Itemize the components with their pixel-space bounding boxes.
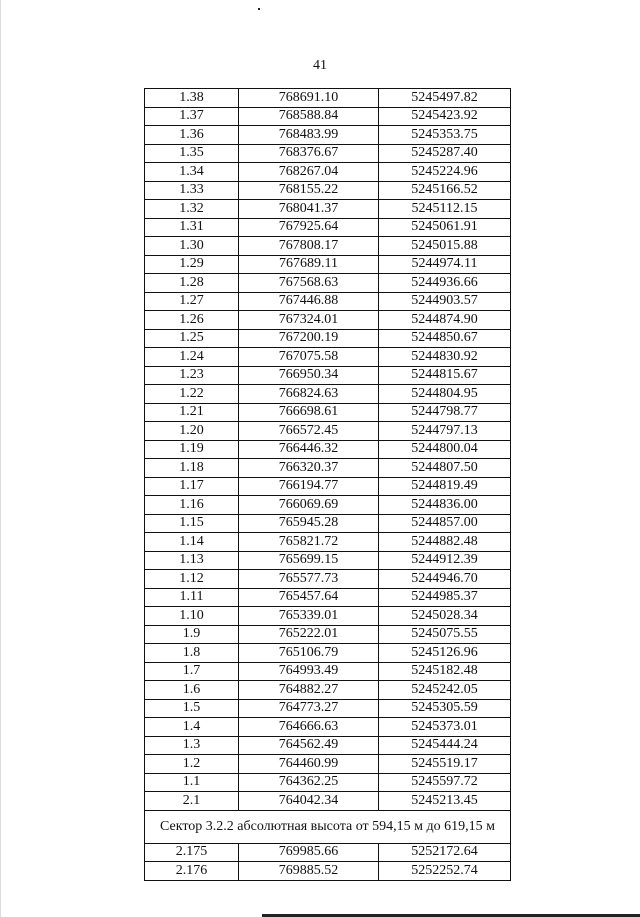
y-coordinate-cell: 5244850.67 — [379, 329, 511, 348]
sector-heading: Сектор 3.2.2 абсолютная высота от 594,15 м до 619,15 м — [145, 810, 511, 843]
y-coordinate-cell: 5244819.49 — [379, 477, 511, 496]
point-id-cell: 1.25 — [145, 329, 239, 348]
point-id-cell: 1.34 — [145, 163, 239, 182]
table-row — [145, 292, 511, 311]
y-coordinate-cell: 5245075.55 — [379, 625, 511, 644]
x-coordinate-cell: 768588.84 — [239, 107, 379, 126]
point-id-cell: 1.16 — [145, 496, 239, 515]
y-coordinate-cell: 5245166.52 — [379, 181, 511, 200]
point-id-cell: 1.19 — [145, 440, 239, 459]
table-row — [145, 496, 511, 515]
y-coordinate-cell: 5245015.88 — [379, 237, 511, 256]
table-row — [145, 588, 511, 607]
x-coordinate-cell: 768267.04 — [239, 163, 379, 182]
table-row — [145, 126, 511, 145]
table-row — [145, 311, 511, 330]
x-coordinate-cell: 766698.61 — [239, 403, 379, 422]
x-coordinate-cell: 765821.72 — [239, 533, 379, 552]
y-coordinate-cell: 5244936.66 — [379, 274, 511, 293]
x-coordinate-cell: 766069.69 — [239, 496, 379, 515]
point-id-cell: 1.11 — [145, 588, 239, 607]
x-coordinate-cell: 766320.37 — [239, 459, 379, 478]
sector-heading-row — [145, 810, 511, 843]
point-id-cell: 1.5 — [145, 699, 239, 718]
y-coordinate-cell: 5244974.11 — [379, 255, 511, 274]
table-row — [145, 366, 511, 385]
y-coordinate-cell: 5245353.75 — [379, 126, 511, 145]
point-id-cell: 1.20 — [145, 422, 239, 441]
table-row — [145, 237, 511, 256]
y-coordinate-cell: 5245182.48 — [379, 662, 511, 681]
point-id-cell: 1.23 — [145, 366, 239, 385]
x-coordinate-cell: 767324.01 — [239, 311, 379, 330]
point-id-cell: 1.24 — [145, 348, 239, 367]
x-coordinate-cell: 764362.25 — [239, 773, 379, 792]
point-id-cell: 1.30 — [145, 237, 239, 256]
x-coordinate-cell: 768483.99 — [239, 126, 379, 145]
table-row — [145, 348, 511, 367]
x-coordinate-cell: 767075.58 — [239, 348, 379, 367]
table-row — [145, 699, 511, 718]
table-row — [145, 662, 511, 681]
point-id-cell: 1.27 — [145, 292, 239, 311]
point-id-cell: 1.36 — [145, 126, 239, 145]
table-row — [145, 255, 511, 274]
table-row — [145, 792, 511, 811]
y-coordinate-cell: 5252252.74 — [379, 862, 511, 881]
point-id-cell: 1.10 — [145, 607, 239, 626]
x-coordinate-cell: 765945.28 — [239, 514, 379, 533]
y-coordinate-cell: 5245373.01 — [379, 718, 511, 737]
table-row — [145, 163, 511, 182]
y-coordinate-cell: 5245112.15 — [379, 200, 511, 219]
table-row — [145, 755, 511, 774]
table-row — [145, 181, 511, 200]
x-coordinate-cell: 764562.49 — [239, 736, 379, 755]
x-coordinate-cell: 768041.37 — [239, 200, 379, 219]
y-coordinate-cell: 5244807.50 — [379, 459, 511, 478]
x-coordinate-cell: 764882.27 — [239, 681, 379, 700]
y-coordinate-cell: 5252172.64 — [379, 843, 511, 862]
y-coordinate-cell: 5244836.00 — [379, 496, 511, 515]
y-coordinate-cell: 5245126.96 — [379, 644, 511, 663]
point-id-cell: 1.13 — [145, 551, 239, 570]
table-row — [145, 107, 511, 126]
y-coordinate-cell: 5245224.96 — [379, 163, 511, 182]
table-row — [145, 274, 511, 293]
point-id-cell: 1.28 — [145, 274, 239, 293]
x-coordinate-cell: 768155.22 — [239, 181, 379, 200]
x-coordinate-cell: 768691.10 — [239, 89, 379, 108]
x-coordinate-cell: 767689.11 — [239, 255, 379, 274]
table-body — [145, 89, 511, 881]
point-id-cell: 1.32 — [145, 200, 239, 219]
table-row — [145, 440, 511, 459]
x-coordinate-cell: 766572.45 — [239, 422, 379, 441]
y-coordinate-cell: 5244800.04 — [379, 440, 511, 459]
y-coordinate-cell: 5245497.82 — [379, 89, 511, 108]
point-id-cell: 1.15 — [145, 514, 239, 533]
x-coordinate-cell: 767200.19 — [239, 329, 379, 348]
table-row — [145, 862, 511, 881]
point-id-cell: 1.22 — [145, 385, 239, 404]
y-coordinate-cell: 5244903.57 — [379, 292, 511, 311]
y-coordinate-cell: 5245423.92 — [379, 107, 511, 126]
point-id-cell: 1.37 — [145, 107, 239, 126]
point-id-cell: 1.6 — [145, 681, 239, 700]
y-coordinate-cell: 5244857.00 — [379, 514, 511, 533]
y-coordinate-cell: 5245444.24 — [379, 736, 511, 755]
table-row — [145, 422, 511, 441]
table-row — [145, 514, 511, 533]
y-coordinate-cell: 5244815.67 — [379, 366, 511, 385]
y-coordinate-cell: 5245305.59 — [379, 699, 511, 718]
table-row — [145, 200, 511, 219]
point-id-cell: 1.7 — [145, 662, 239, 681]
x-coordinate-cell: 764460.99 — [239, 755, 379, 774]
x-coordinate-cell: 767446.88 — [239, 292, 379, 311]
y-coordinate-cell: 5245597.72 — [379, 773, 511, 792]
x-coordinate-cell: 764993.49 — [239, 662, 379, 681]
point-id-cell: 1.8 — [145, 644, 239, 663]
point-id-cell: 1.17 — [145, 477, 239, 496]
point-id-cell: 1.9 — [145, 625, 239, 644]
table-row — [145, 644, 511, 663]
table-row — [145, 625, 511, 644]
x-coordinate-cell: 767925.64 — [239, 218, 379, 237]
point-id-cell: 1.2 — [145, 755, 239, 774]
x-coordinate-cell: 769885.52 — [239, 862, 379, 881]
x-coordinate-cell: 765577.73 — [239, 570, 379, 589]
y-coordinate-cell: 5244946.70 — [379, 570, 511, 589]
x-coordinate-cell: 765222.01 — [239, 625, 379, 644]
point-id-cell: 1.29 — [145, 255, 239, 274]
x-coordinate-cell: 765339.01 — [239, 607, 379, 626]
point-id-cell: 1.35 — [145, 144, 239, 163]
y-coordinate-cell: 5244882.48 — [379, 533, 511, 552]
point-id-cell: 2.176 — [145, 862, 239, 881]
x-coordinate-cell: 766824.63 — [239, 385, 379, 404]
y-coordinate-cell: 5245287.40 — [379, 144, 511, 163]
x-coordinate-cell: 766194.77 — [239, 477, 379, 496]
x-coordinate-cell: 766950.34 — [239, 366, 379, 385]
point-id-cell: 1.18 — [145, 459, 239, 478]
point-id-cell: 1.38 — [145, 89, 239, 108]
x-coordinate-cell: 764666.63 — [239, 718, 379, 737]
point-id-cell: 1.14 — [145, 533, 239, 552]
y-coordinate-cell: 5244830.92 — [379, 348, 511, 367]
table-row — [145, 144, 511, 163]
x-coordinate-cell: 765699.15 — [239, 551, 379, 570]
x-coordinate-cell: 766446.32 — [239, 440, 379, 459]
x-coordinate-cell: 765457.64 — [239, 588, 379, 607]
y-coordinate-cell: 5245028.34 — [379, 607, 511, 626]
y-coordinate-cell: 5244874.90 — [379, 311, 511, 330]
y-coordinate-cell: 5245061.91 — [379, 218, 511, 237]
table-row — [145, 218, 511, 237]
table-row — [145, 843, 511, 862]
table-row — [145, 773, 511, 792]
table-row — [145, 385, 511, 404]
point-id-cell: 1.21 — [145, 403, 239, 422]
table-row — [145, 459, 511, 478]
table-row — [145, 403, 511, 422]
y-coordinate-cell: 5245242.05 — [379, 681, 511, 700]
left-scan-edge — [0, 0, 1, 917]
table-row — [145, 607, 511, 626]
coordinates-table — [144, 88, 511, 881]
table-row — [145, 477, 511, 496]
y-coordinate-cell: 5245519.17 — [379, 755, 511, 774]
point-id-cell: 1.1 — [145, 773, 239, 792]
y-coordinate-cell: 5244985.37 — [379, 588, 511, 607]
point-id-cell: 1.12 — [145, 570, 239, 589]
point-id-cell: 1.31 — [145, 218, 239, 237]
page-number: 41 — [313, 58, 327, 73]
table-row — [145, 681, 511, 700]
point-id-cell: 1.33 — [145, 181, 239, 200]
point-id-cell: 1.26 — [145, 311, 239, 330]
table-row — [145, 736, 511, 755]
table-row — [145, 89, 511, 108]
x-coordinate-cell: 765106.79 — [239, 644, 379, 663]
x-coordinate-cell: 764042.34 — [239, 792, 379, 811]
table-row — [145, 570, 511, 589]
point-id-cell: 1.3 — [145, 736, 239, 755]
x-coordinate-cell: 764773.27 — [239, 699, 379, 718]
y-coordinate-cell: 5244798.77 — [379, 403, 511, 422]
table-row — [145, 329, 511, 348]
y-coordinate-cell: 5245213.45 — [379, 792, 511, 811]
top-scan-mark — [258, 8, 260, 10]
y-coordinate-cell: 5244804.95 — [379, 385, 511, 404]
point-id-cell: 1.4 — [145, 718, 239, 737]
point-id-cell: 2.1 — [145, 792, 239, 811]
x-coordinate-cell: 767568.63 — [239, 274, 379, 293]
point-id-cell: 2.175 — [145, 843, 239, 862]
table-row — [145, 533, 511, 552]
x-coordinate-cell: 768376.67 — [239, 144, 379, 163]
table-row — [145, 551, 511, 570]
x-coordinate-cell: 769985.66 — [239, 843, 379, 862]
table-row — [145, 718, 511, 737]
y-coordinate-cell: 5244912.39 — [379, 551, 511, 570]
x-coordinate-cell: 767808.17 — [239, 237, 379, 256]
coordinates-table-container — [144, 88, 510, 881]
y-coordinate-cell: 5244797.13 — [379, 422, 511, 441]
